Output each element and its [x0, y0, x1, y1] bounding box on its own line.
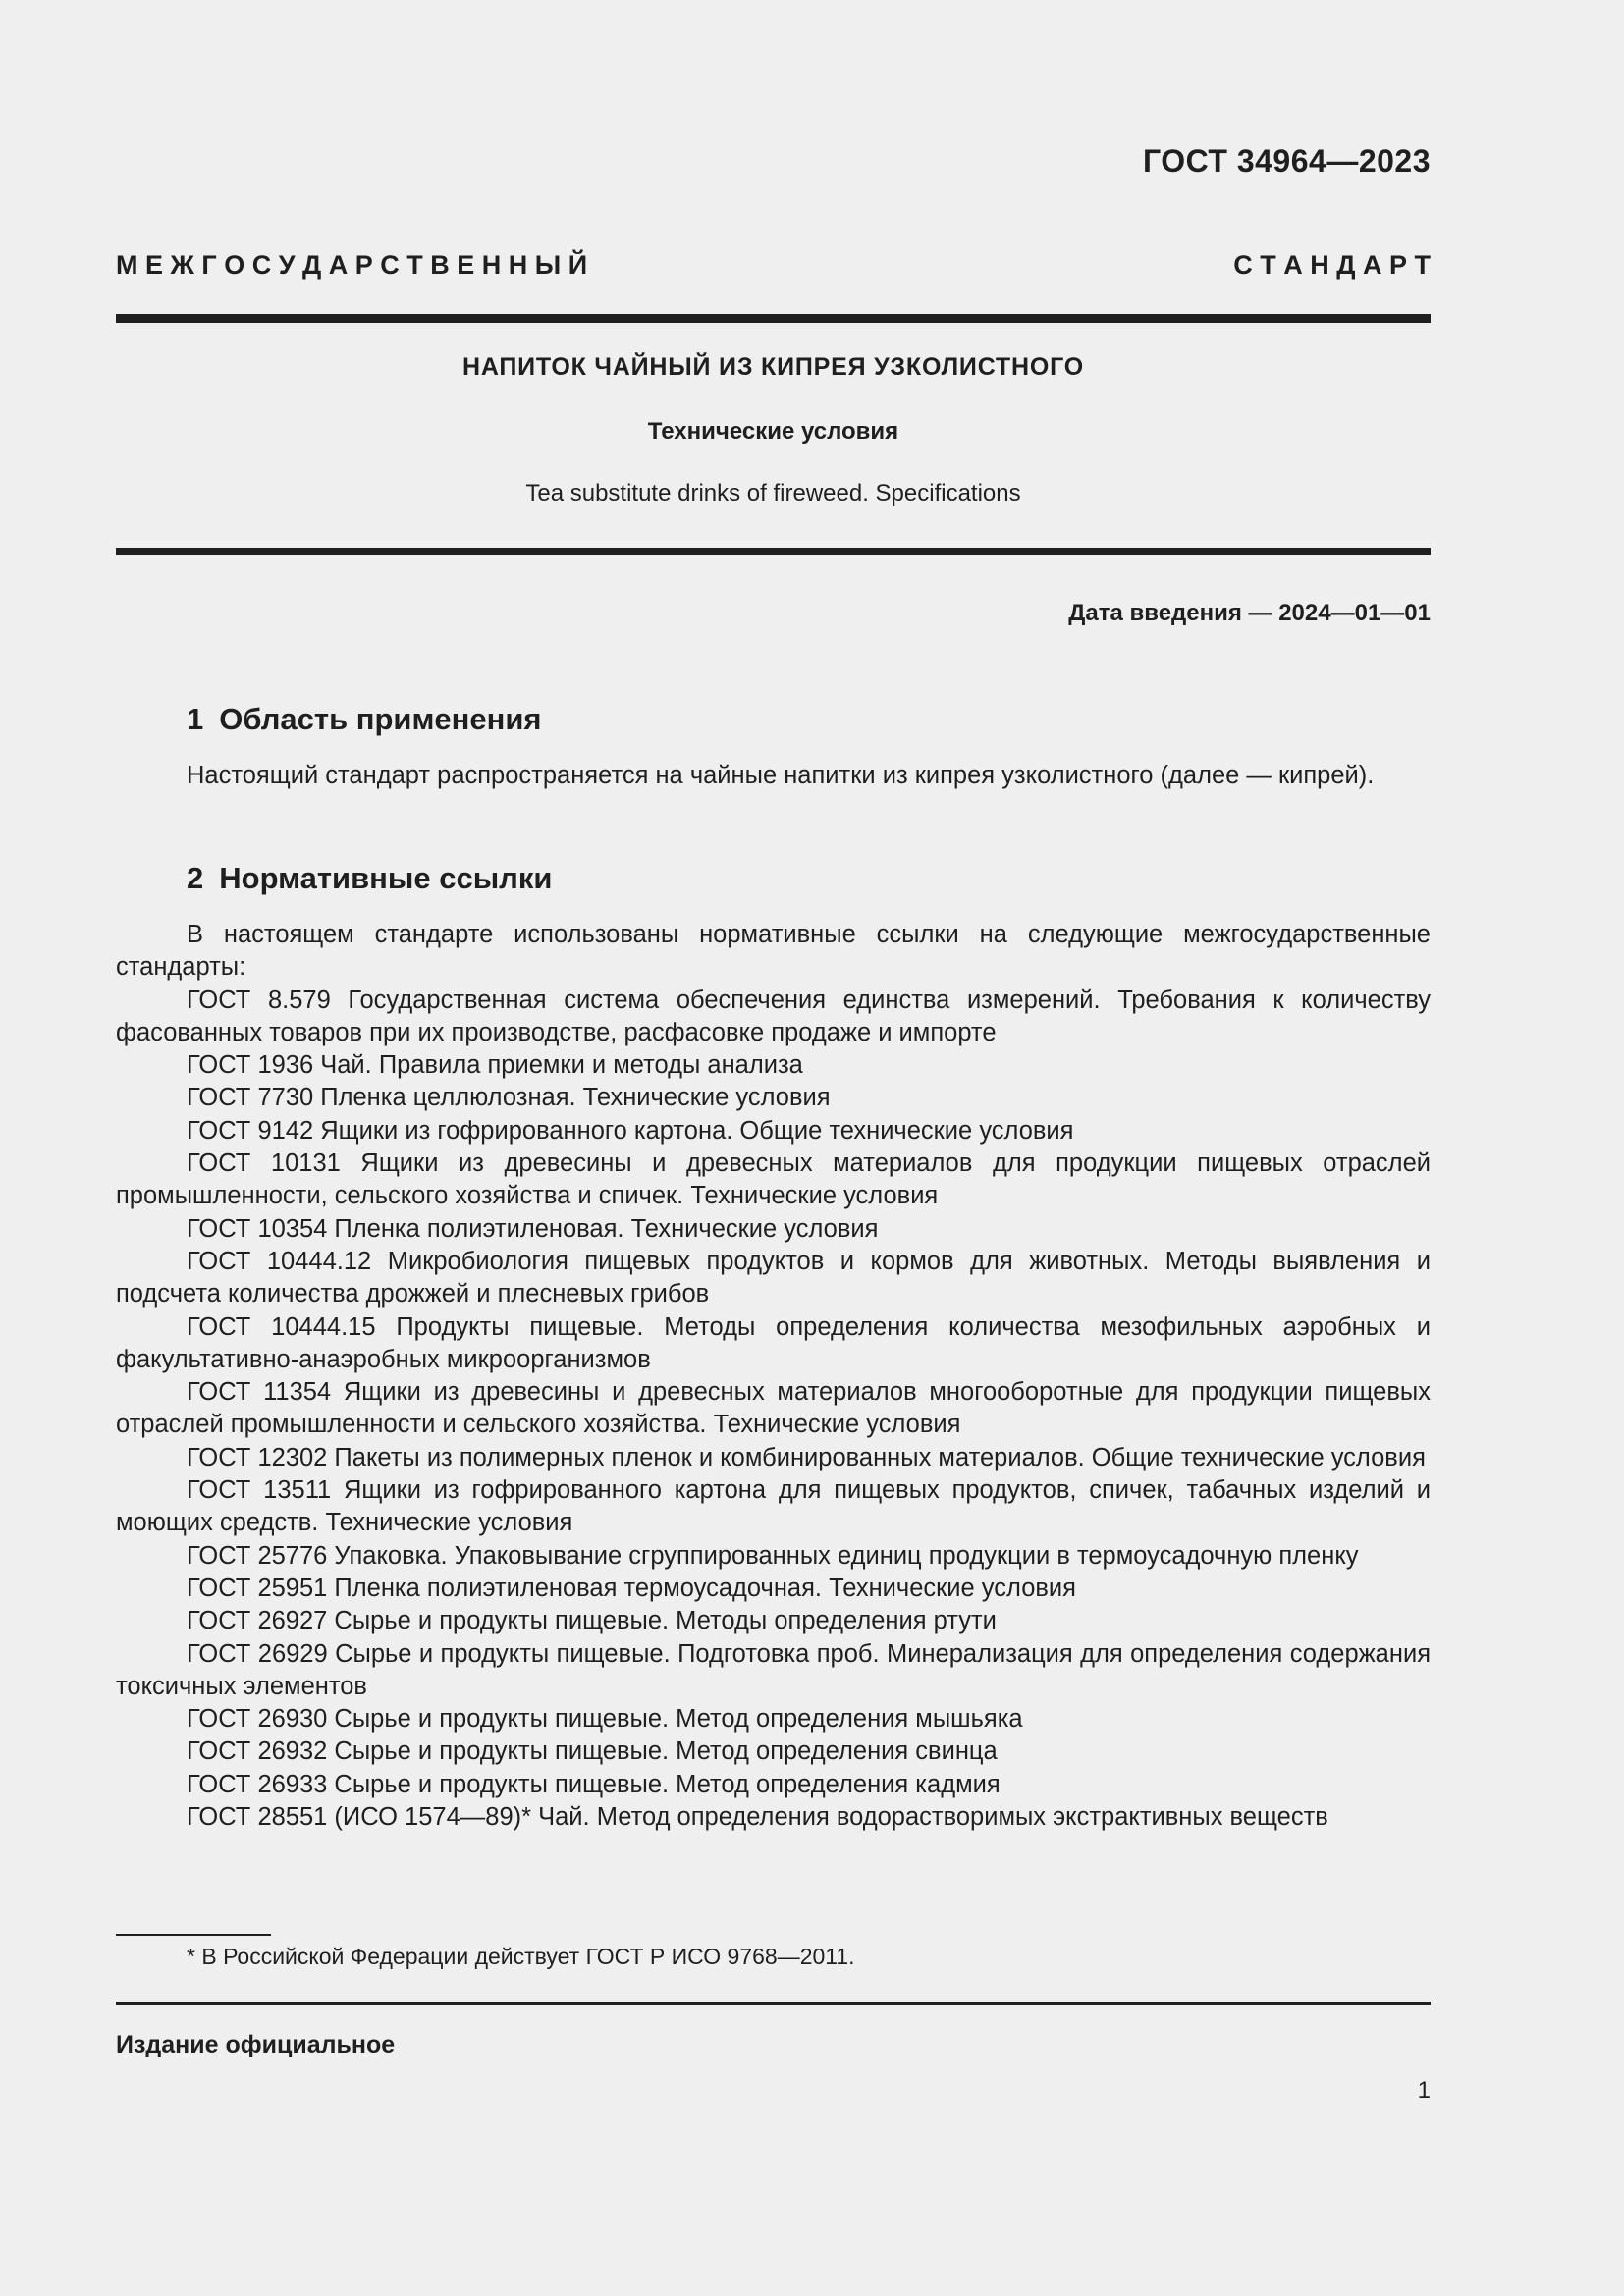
standard-type-part2: С Т А Н Д А Р Т [1233, 250, 1431, 280]
reference-item: ГОСТ 26930 Сырье и продукты пищевые. Метод определения мышьяка [187, 1705, 1023, 1734]
document-page [116, 0, 1431, 2296]
edition-label: Издание официальное [116, 2031, 396, 2058]
title-divider [116, 548, 1431, 555]
section-heading-normative-references [187, 861, 552, 896]
section-body-scope [116, 760, 1431, 792]
reference-item: ГОСТ 1936 Чай. Правила приемки и методы анализа [187, 1051, 803, 1080]
section-heading-scope [187, 702, 542, 737]
paragraph: Настоящий стандарт распространяется на чайные напитки из кипрея узколистного (далее — кипрей). [187, 762, 1375, 789]
reference-item: ГОСТ 7730 Пленка целлюлозная. Технические условия [187, 1084, 831, 1112]
reference-item: ГОСТ 11354 Ящики из древесины и древесных материалов многооборотные для продукции пищевых отраслей промышленности и сельского хозяйства. Технические условия [116, 1378, 1431, 1439]
paragraph: В настоящем стандарте использованы нормативные ссылки на следующие межгосударственные стандарты: [116, 921, 1431, 982]
reference-item: ГОСТ 12302 Пакеты из полимерных пленок и комбинированных материалов. Общие технические условия [187, 1443, 1426, 1471]
reference-item: ГОСТ 25951 Пленка полиэтиленовая термоусадочная. Технические условия [187, 1574, 1076, 1602]
reference-item: ГОСТ 8.579 Государственная система обеспечения единства измерений. Требования к количеству фасованных товаров при их производстве, расфасовке продаже и импорте [116, 986, 1431, 1046]
reference-item: ГОСТ 10131 Ящики из древесины и древесных материалов для продукции пищевых отраслей промышленности, сельского хозяйства и спичек. Технические условия [116, 1149, 1431, 1210]
reference-item: ГОСТ 10354 Пленка полиэтиленовая. Технические условия [187, 1214, 879, 1243]
section-number: 2 [187, 861, 204, 895]
section-body-normative-references [116, 919, 1431, 1834]
footnote: * В Российской Федерации действует ГОСТ Р ИСО 9768—2011. [187, 1944, 855, 1969]
section-title: Область применения [219, 702, 542, 736]
reference-item: ГОСТ 10444.12 Микробиология пищевых продуктов и кормов для животных. Методы выявления и подсчета количества дрожжей и плесневых грибов [116, 1247, 1431, 1308]
document-subtitle: Технические условия [647, 418, 899, 445]
standard-type-part1: М Е Ж Г О С У Д А Р С Т В Е Н Н Ы Й [116, 250, 588, 280]
reference-item: ГОСТ 26929 Сырье и продукты пищевые. Подготовка проб. Минерализация для определения содержания токсичных элементов [116, 1639, 1431, 1700]
reference-item: ГОСТ 9142 Ящики из гофрированного картона. Общие технические условия [187, 1116, 1074, 1145]
reference-item: ГОСТ 13511 Ящики из гофрированного картона для пищевых продуктов, спичек, табачных изделий и моющих средств. Технические условия [116, 1476, 1431, 1537]
introduction-date: Дата введения — 2024—01—01 [1068, 600, 1431, 626]
section-title: Нормативные ссылки [219, 861, 553, 895]
footer-divider [116, 2002, 1431, 2005]
section-number: 1 [187, 702, 204, 736]
reference-item: ГОСТ 26927 Сырье и продукты пищевые. Методы определения ртути [187, 1607, 997, 1635]
reference-item: ГОСТ 10444.15 Продукты пищевые. Методы определения количества мезофильных аэробных и факультативно-анаэробных микроорганизмов [116, 1312, 1431, 1373]
reference-item: ГОСТ 26933 Сырье и продукты пищевые. Метод определения кадмия [187, 1770, 1001, 1798]
standard-number: ГОСТ 34964—2023 [1142, 143, 1431, 179]
page-number: 1 [1417, 2077, 1431, 2104]
reference-item: ГОСТ 26932 Сырье и продукты пищевые. Метод определения свинца [187, 1737, 998, 1766]
reference-item: ГОСТ 25776 Упаковка. Упаковывание сгруппированных единиц продукции в термоусадочную пленку [187, 1541, 1359, 1570]
top-divider [116, 314, 1431, 323]
english-title: Tea substitute drinks of fireweed. Specifications [525, 480, 1021, 507]
standard-type-heading [116, 250, 1431, 281]
footnote-divider [116, 1934, 271, 1936]
reference-item: ГОСТ 28551 (ИСО 1574—89)* Чай. Метод определения водорастворимых экстрактивных веществ [187, 1803, 1328, 1832]
document-title: НАПИТОК ЧАЙНЫЙ ИЗ КИПРЕЯ УЗКОЛИСТНОГО [462, 353, 1084, 381]
